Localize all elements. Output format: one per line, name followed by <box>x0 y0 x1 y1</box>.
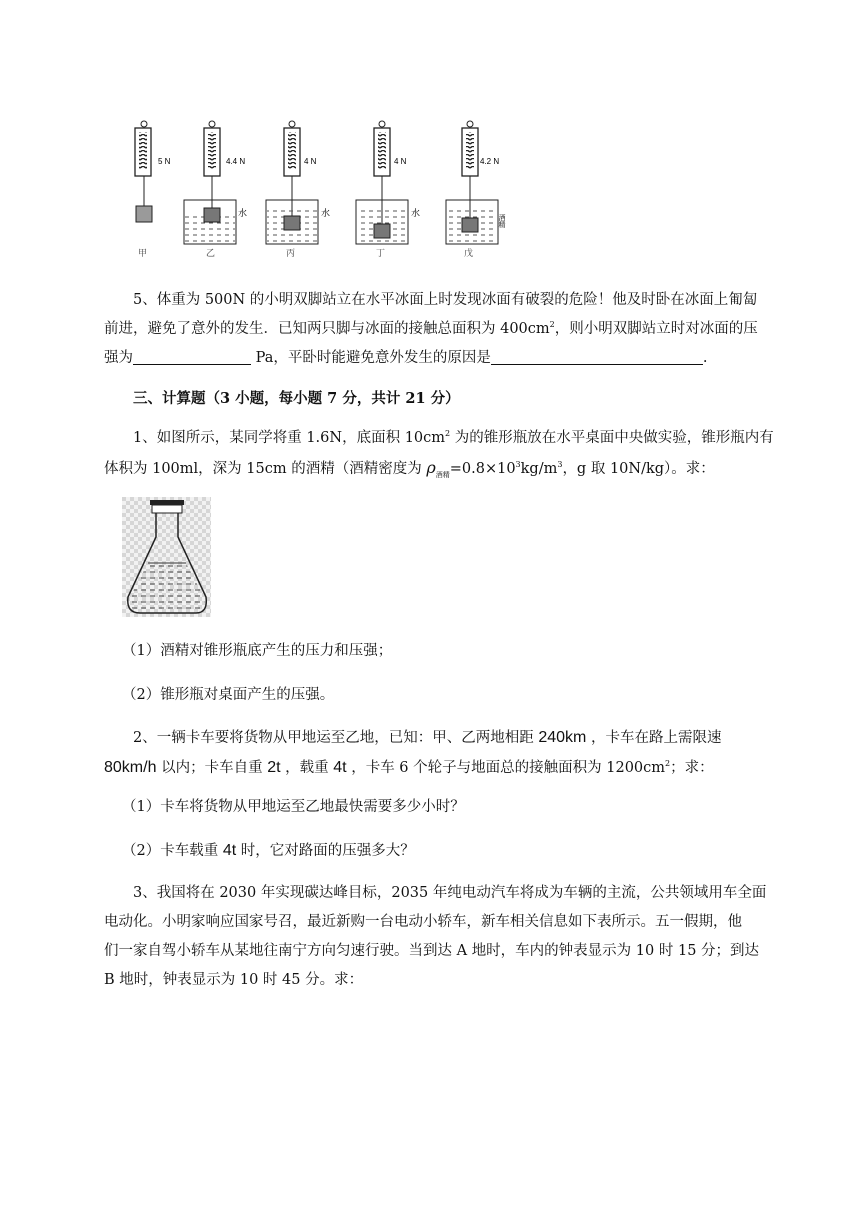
scale-reading-2: 4.4 N <box>226 157 246 166</box>
scale-label-5: 戊 <box>464 249 474 259</box>
calc1-line-1: 1、如图所示，某同学将重 1.6N，底面积 $10cm^2$ 为的锥形瓶放在水平桌面中央做实验，锥形瓶内有 <box>133 429 774 446</box>
section-heading: 三、计算题（3 小题，每小题 7 分，共计 21 分） <box>133 390 460 407</box>
calc2-sub-1: （1）卡车将货物从甲地运至乙地最快需要多少小时？ <box>122 799 465 815</box>
scale-reading-5: 4.2 N <box>480 157 500 166</box>
spring-scale-5 <box>446 121 506 259</box>
spring-scale-3 <box>266 121 330 259</box>
q5-line-2: 前进，避免了意外的发生．已知两只脚与冰面的接触总面积为 $400cm^2$，则小明双脚站立时对冰面的压 <box>104 320 758 337</box>
scale-label-4: 丁 <box>376 249 386 259</box>
calc1-sub-2: （2）锥形瓶对桌面产生的压强。 <box>122 687 335 703</box>
calc2-line-1: 2、一辆卡车要将货物从甲地运至乙地，已知：甲、乙两地相距 240km ，卡车在路上需限速 <box>133 729 722 746</box>
q5-line-1: 5、体重为 500N 的小明双脚站立在水平冰面上时发现冰面有破裂的危险！他及时卧在冰面上匍匐 <box>133 292 758 308</box>
calc1-line-2: 体积为 100ml，深为 15cm 的酒精（酒精密度为 $\rho_{酒精}=0.8\times 10^3kg/m^3$，g 取 10N/kg）。求： <box>104 458 715 479</box>
calc2-line-2: 80km/h 以内；卡车自重 2t ，载重 4t ，卡车 6 个轮子与地面总的接触面积为 $1200cm^2$；求： <box>104 759 714 776</box>
calc2-sub-2: （2）卡车载重 4t 时，它对路面的压强多大？ <box>122 842 415 859</box>
calc3-line-4: B 地时，钟表显示为 10 时 45 分。求： <box>104 972 364 988</box>
answer-blank-reason[interactable] <box>491 348 703 365</box>
liquid-label-2: 水 <box>238 209 248 219</box>
spring-scale-1 <box>135 121 171 259</box>
scale-label-1: 甲 <box>138 249 148 259</box>
calc3-line-3: 们一家自驾小轿车从某地往南宁方向匀速行驶。当到达 A 地时，车内的钟表显示为 10 时 15 分；到达 <box>104 943 760 959</box>
spring-scale-2 <box>184 121 247 259</box>
scale-reading-4: 4 N <box>394 157 407 166</box>
scale-reading-3: 4 N <box>304 157 317 166</box>
liquid-label-3: 水 <box>321 209 331 219</box>
spring-scale-figure <box>128 118 548 268</box>
q5-line-3: 强为 Pa，平卧时能避免意外发生的原因是 . <box>104 350 708 366</box>
conical-flask-figure <box>122 497 211 617</box>
scale-reading-1: 5 N <box>158 157 171 166</box>
calc3-line-1: 3、我国将在 2030 年实现碳达峰目标，2035 年纯电动汽车将成为车辆的主流，公共领域用车全面 <box>133 885 767 901</box>
calc3-line-2: 电动化。小明家响应国家号召，最近新购一台电动小轿车，新车相关信息如下表所示。五一假期，他 <box>104 914 742 930</box>
scale-label-3: 丙 <box>286 249 296 259</box>
liquid-label-4: 水 <box>411 209 421 219</box>
calc1-sub-1: （1）酒精对锥形瓶底产生的压力和压强； <box>122 643 393 659</box>
spring-scale-4 <box>356 121 420 259</box>
liquid-label-5: 酒精 <box>498 214 506 228</box>
scale-label-2: 乙 <box>206 249 216 259</box>
answer-blank-pressure[interactable] <box>133 348 251 365</box>
